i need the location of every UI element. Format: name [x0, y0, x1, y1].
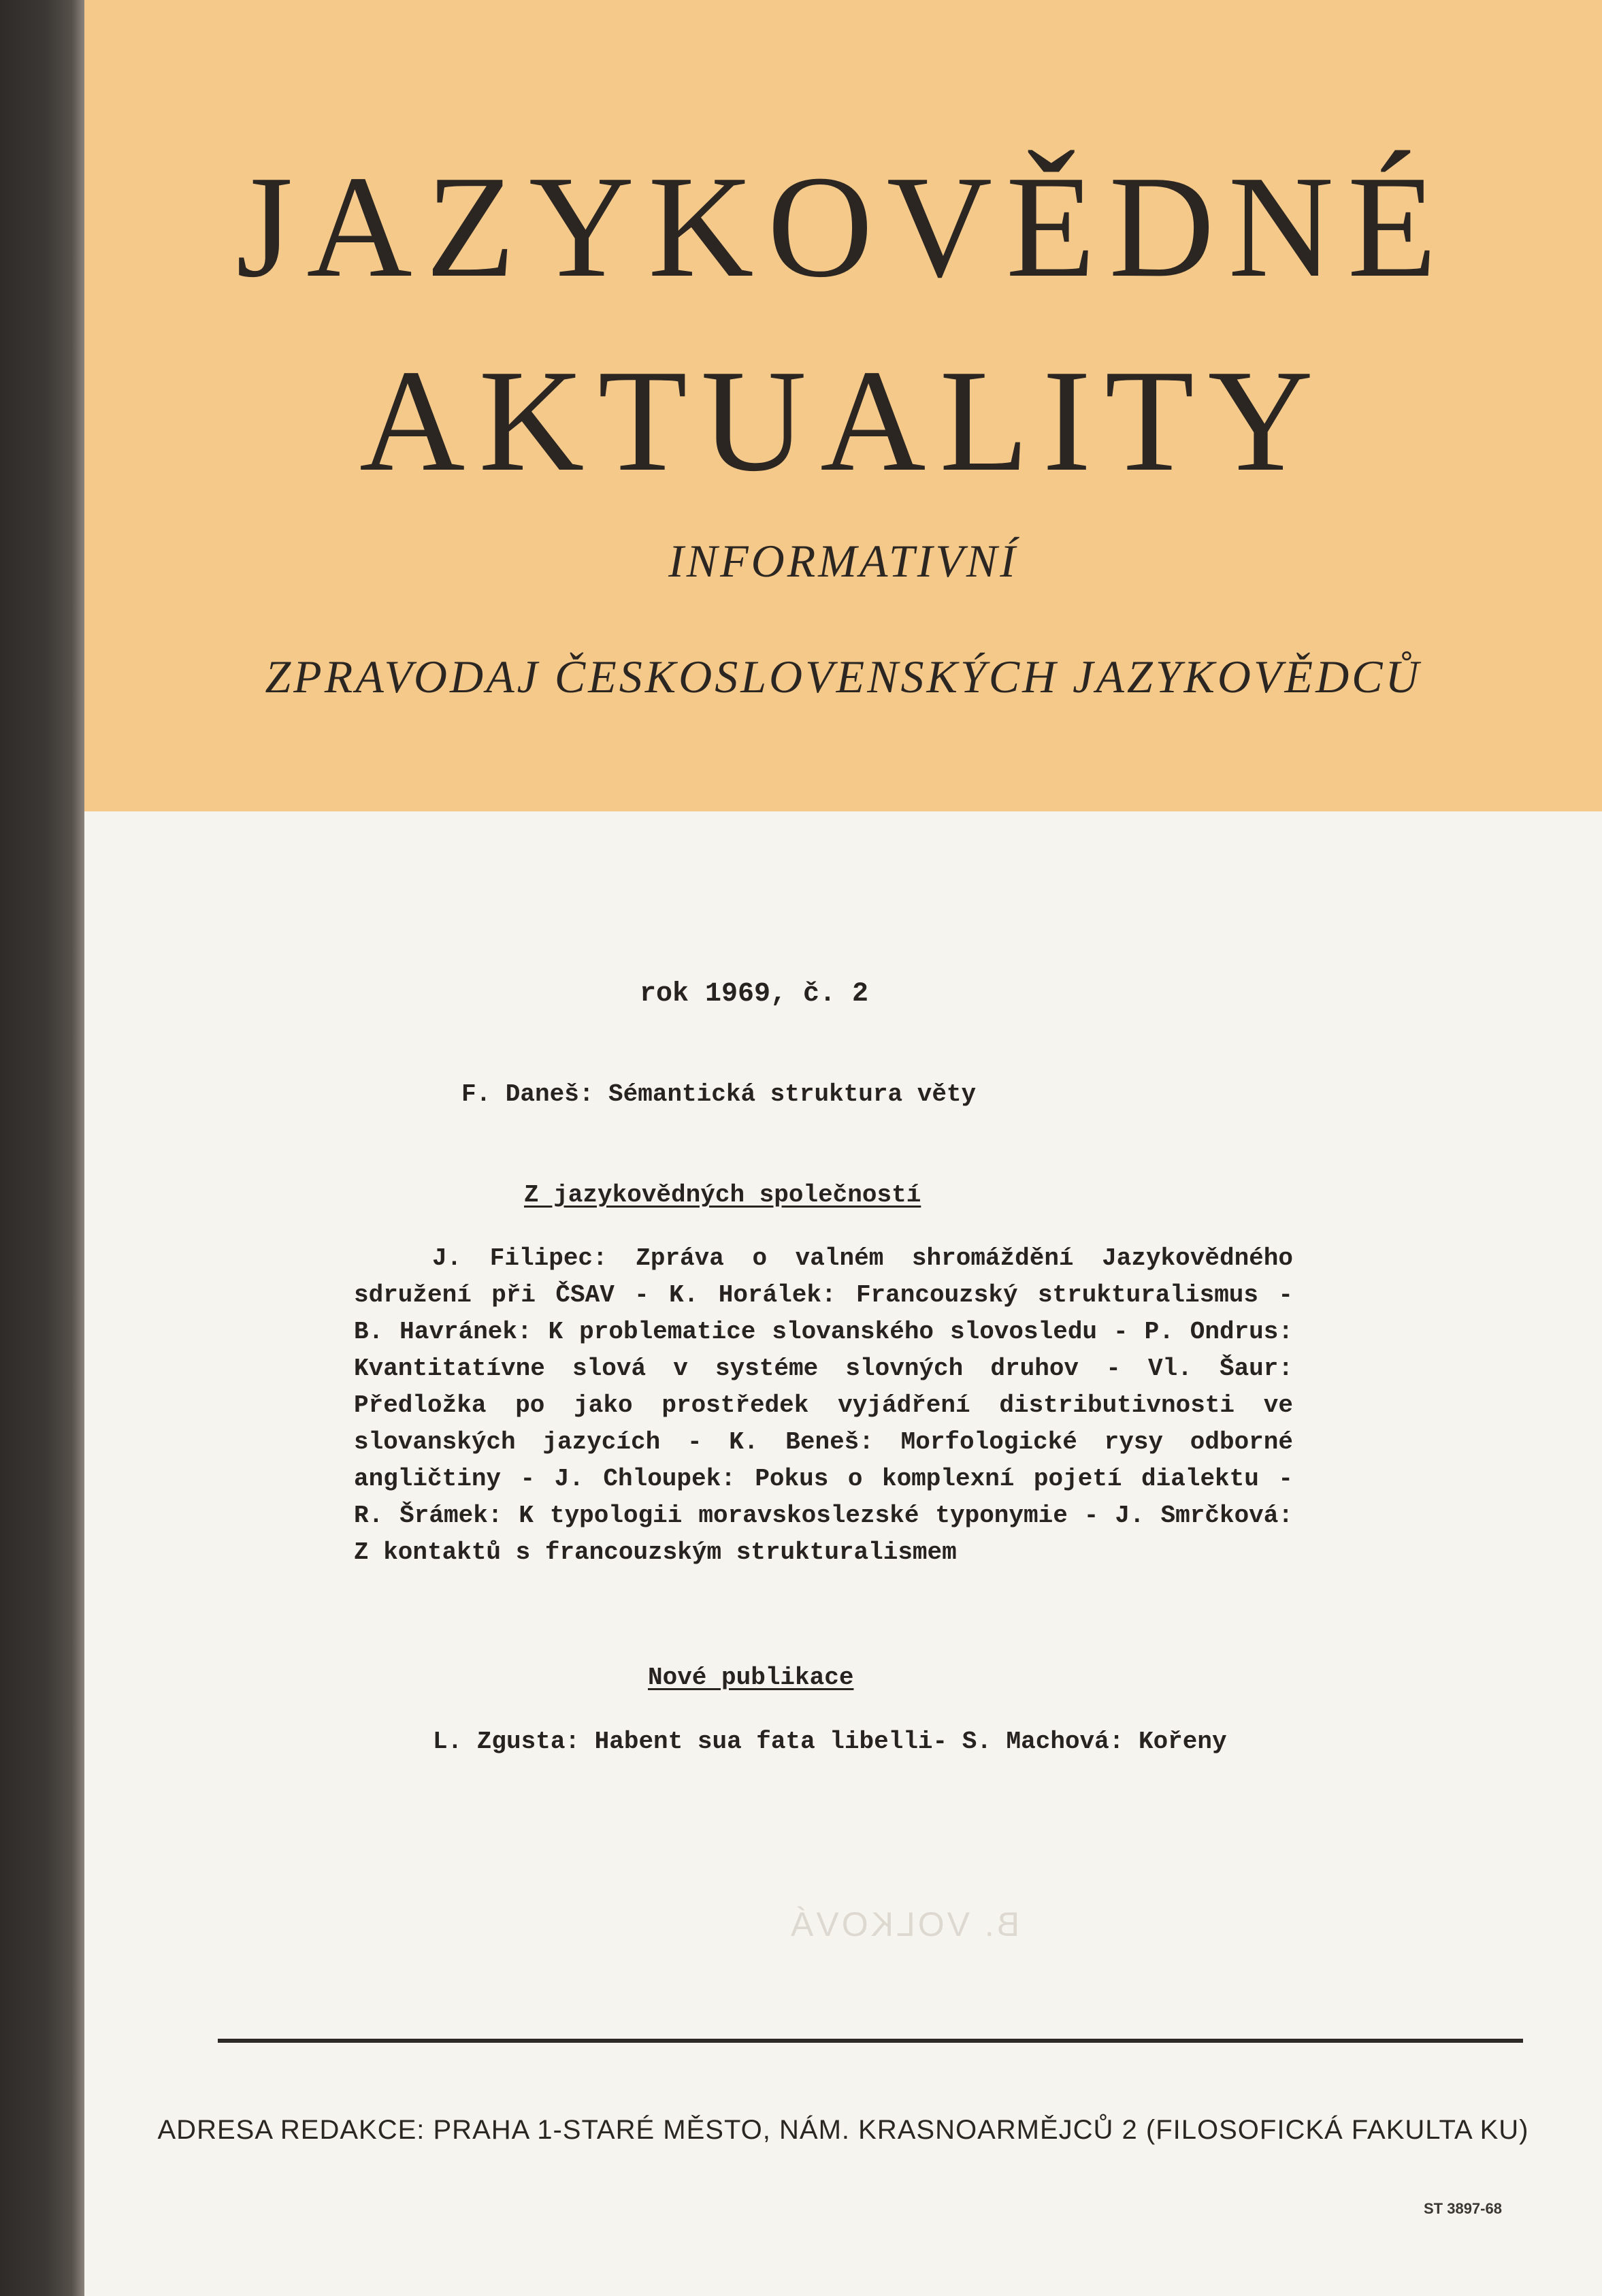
footer-rule: [218, 2039, 1523, 2043]
editorial-address: ADRESA REDAKCE: PRAHA 1-STARÉ MĚSTO, NÁM. KRASNOARMĚJCŮ 2 (FILOSOFICKÁ FAKULTA KU): [157, 2115, 1529, 2145]
faded-owner-stamp: B. VOLKOVÁ: [788, 1905, 1020, 1943]
journal-subtitle-line-2: ZPRAVODAJ ČESKOSLOVENSKÝCH JAZYKOVĚDCŮ: [265, 651, 1422, 702]
section-body-publications: L. Zgusta: Habent sua fata libelli- S. Machová: Kořeny: [433, 1728, 1227, 1756]
section-heading-societies: Z jazykovědných společností: [524, 1181, 921, 1209]
section-body-societies: J. Filipec: Zpráva o valném shromáždění Jazykovědného sdružení při ČSAV - K. Horálek: Francouzský strukturalismus - B. Havránek: K problematice slovanského slovosledu - P. Ondrus: Kvantitatívne slová v systéme slovných druhov - Vl. Šaur: Předložka po jako prostředek vyjádření distributivnosti ve slovanských jazycích - K. Beneš: Morfologické rysy odborné angličtiny - J. Chloupek: Pokus o komplexní pojetí dialektu - R. Šrámek: K typologii moravskoslezské typonymie - J. Smrčková: Z kontaktů s francouzským strukturalismem: [354, 1244, 1293, 1566]
journal-subtitle-line-1: INFORMATIVNÍ: [668, 535, 1018, 587]
journal-title-line-1: JAZYKOVĚDNÉ: [235, 145, 1451, 308]
issue-number: rok 1969, č. 2: [640, 979, 869, 1009]
print-code: ST 3897-68: [1424, 2200, 1502, 2217]
binding-spine: [0, 0, 84, 2296]
section-heading-publications: Nové publikace: [648, 1664, 854, 1692]
journal-title-line-2: AKTUALITY: [359, 339, 1327, 502]
lead-article: F. Daneš: Sémantická struktura věty: [461, 1080, 977, 1108]
